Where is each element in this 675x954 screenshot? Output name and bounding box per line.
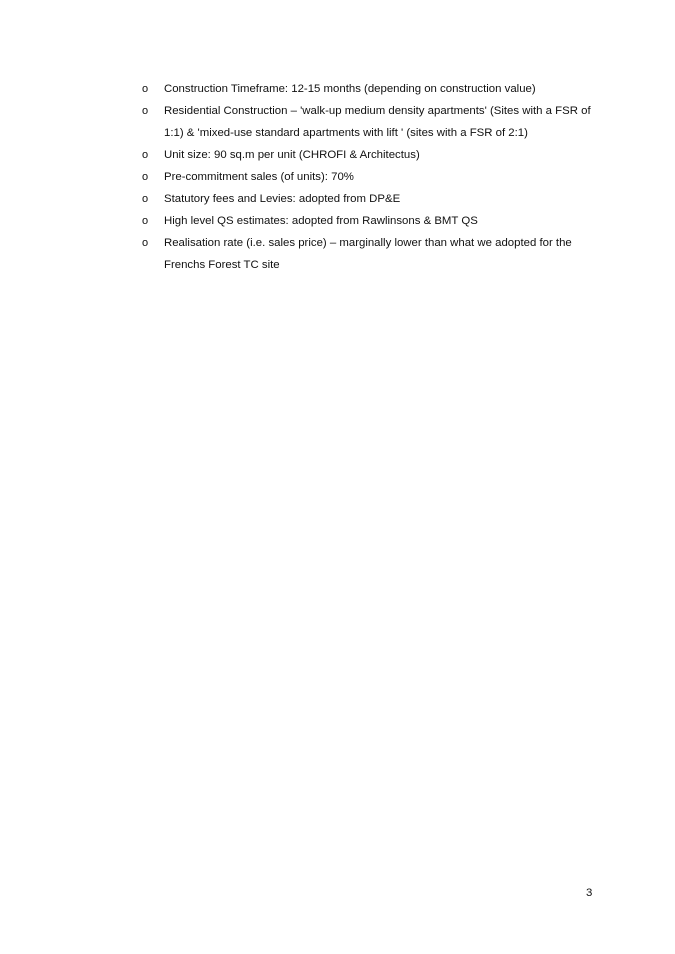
bullet-text: Construction Timeframe: 12-15 months (depending on construction value) — [164, 83, 536, 95]
bullet-marker: o — [142, 149, 149, 161]
bullet-item — [140, 78, 600, 100]
bullet-marker: o — [142, 171, 149, 183]
bullet-item — [140, 188, 600, 210]
bullet-text: Pre-commitment sales (of units): 70% — [164, 171, 354, 183]
bullet-text: Realisation rate (i.e. sales price) – marginally lower than what we adopted for the Frenchs Forest TC site — [164, 237, 572, 271]
bullet-text: Statutory fees and Levies: adopted from DP&E — [164, 193, 401, 205]
bullet-item — [140, 144, 600, 166]
bullet-marker: o — [142, 193, 149, 205]
bullet-text: High level QS estimates: adopted from Rawlinsons & BMT QS — [164, 215, 478, 227]
bullet-marker: o — [142, 83, 149, 95]
bullet-marker: o — [142, 105, 149, 117]
bullet-item — [140, 232, 600, 276]
bullet-text: Unit size: 90 sq.m per unit (CHROFI & Architectus) — [164, 149, 420, 161]
bullet-text: Residential Construction – 'walk-up medium density apartments' (Sites with a FSR of 1:1) & 'mixed-use standard apartments with lift ' (sites with a FSR of 2:1) — [164, 105, 591, 139]
bullet-item — [140, 210, 600, 232]
bullet-marker: o — [142, 237, 149, 249]
bullet-marker: o — [142, 215, 149, 227]
page-number: 3 — [586, 887, 593, 899]
bullet-item — [140, 166, 600, 188]
bullet-item — [140, 100, 600, 144]
assumptions-bullet-list — [140, 78, 600, 276]
